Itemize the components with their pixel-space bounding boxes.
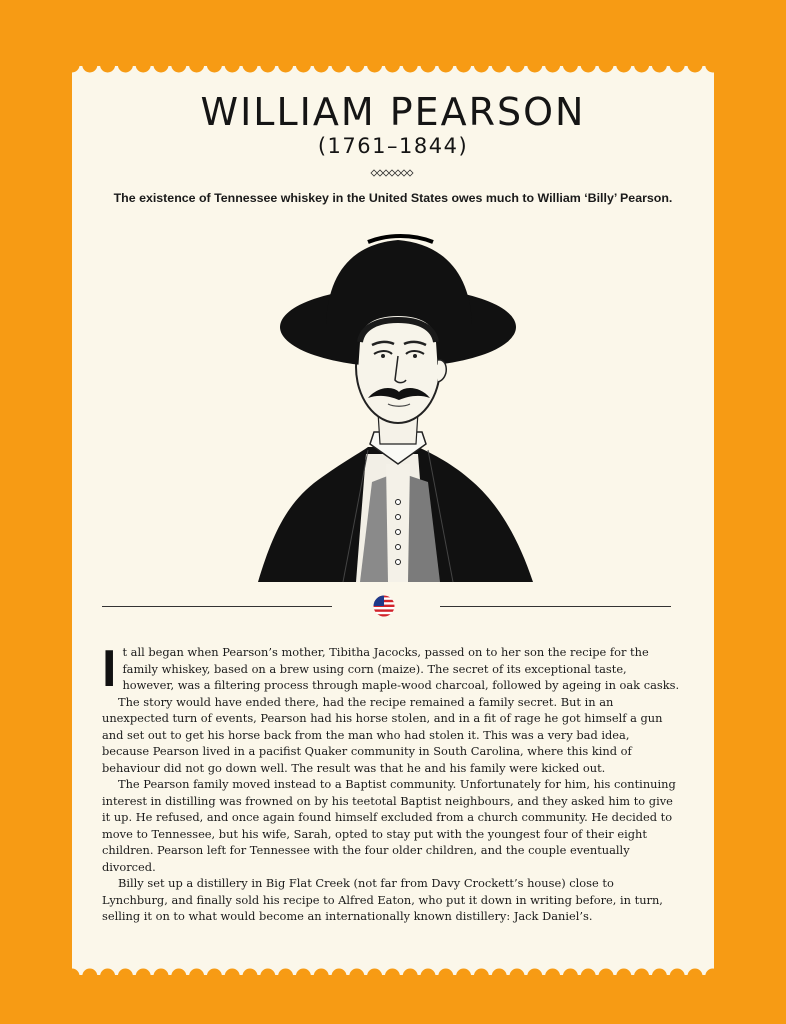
article-body [102,640,680,925]
life-dates: (1761–1844) [317,134,469,158]
intro-statement: The existence of Tennessee whiskey in the United States owes much to William ‘Billy’ Pearson. [113,191,673,205]
divider-left [102,606,332,607]
paragraph-1-text: t all began when Pearson’s mother, Tibitha Jacocks, passed on to her son the recipe for the family whiskey, based on a brew using corn (maize). The secret of its exceptional taste, however, was a filtering process through maple-wood charcoal, followed by ageing in oak casks. [122,645,680,692]
article-card [72,66,714,975]
drop-cap: I [102,640,117,698]
page-title: WILLIAM PEARSON [200,90,586,134]
scalloped-top-edge [72,65,714,79]
paragraph-3: The Pearson family moved instead to a Baptist community. Unfortunately for him, his continuing interest in distilling was frowned on by his teetotal Baptist neighbours, and they asked him to give it up. He refused, and once again found himself excluded from a church community. He decided to move to Tennessee, but his wife, Sarah, opted to stay put with the youngest four of their eight children. Pearson left for Tennessee with the four older children, and the couple eventually divorced. [102,777,676,874]
diamond-ornament-icon [370,169,416,177]
us-flag-icon [373,595,395,617]
divider-right [440,606,671,607]
portrait-illustration [248,232,538,584]
paragraph-1 [102,640,680,698]
scalloped-bottom-edge [72,962,714,976]
paragraph-4: Billy set up a distillery in Big Flat Creek (not far from Davy Crockett’s house) close to Lynchburg, and finally sold his recipe to Alfred Eaton, who put it down in writing before, in turn, selling it on to what would become an internationally known distillery: Jack Daniel’s. [102,876,663,923]
paragraph-2: The story would have ended there, had the recipe remained a family secret. But in an unexpected turn of events, Pearson had his horse stolen, and in a fit of rage he got himself a gun and set out to get his horse back from the man who had stolen it. This was a very bad idea, because Pearson lived in a pacifist Quaker community in South Carolina, where this kind of behaviour did not go down well. The result was that he and his family were kicked out. [102,694,663,775]
